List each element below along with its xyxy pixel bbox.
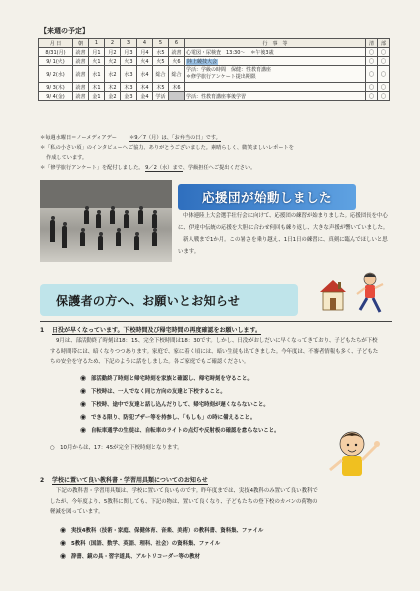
event-cell: [185, 57, 366, 66]
photo-figure: [138, 210, 143, 224]
photo-wall: [40, 180, 172, 208]
photo-figure: [152, 232, 157, 246]
cheer-title: 応援団が始動しました: [201, 190, 332, 205]
schedule-notes: [40, 133, 392, 173]
photo-figure: [96, 214, 101, 228]
schedule-header-cell: 3: [121, 39, 137, 48]
cheer-paragraph: 中体連陸上大会選手壮行会に向けて、応援団の練習が始まりました。応援団長を中心に、伊達中伝統の応援を大胆に合わせ何回も練り返し、大きな声援が響いていました。: [178, 213, 389, 231]
table-row: [39, 57, 390, 66]
house-icon: [318, 274, 348, 314]
list-item-text: 自転車通学の生徒は、自転車のライトの点灯や反射板の確認を怠らないこと。: [91, 427, 280, 434]
table-cell: 読書: [73, 92, 89, 101]
schedule-title: 【来週の予定】: [40, 27, 89, 35]
table-cell: 月4: [137, 48, 153, 57]
schedule-header-cell: 部: [378, 39, 390, 48]
section-textbooks: [40, 476, 392, 563]
table-cell: 火2: [105, 57, 121, 66]
cheer-paragraph: 新人戦まで1か月。この暑さを乗り越え、1日1日の練習に、真剣に臨んでほしいと思います。: [178, 237, 388, 255]
bullet-marker-icon: ◉: [60, 538, 67, 547]
list-item: [80, 411, 380, 424]
table-cell: 火5: [153, 57, 169, 66]
list-item-text: 辞書、鏡の具・習字道具、アルトリコーダー等の教材: [71, 553, 201, 560]
table-cell: 金3: [121, 92, 137, 101]
table-cell: 〇: [378, 66, 390, 83]
table-cell: 木3: [121, 83, 137, 92]
parents-title: 保護者の方へ、お願いとお知らせ: [56, 293, 241, 308]
list-item-text: 部活動終了時刻と帰宅時刻を家族と確認し、帰宅時刻を守ること。: [91, 375, 253, 382]
table-cell: 〇: [378, 57, 390, 66]
event-cell: [185, 48, 366, 57]
schedule-header-cell: 6: [169, 39, 185, 48]
section-divider: [40, 321, 392, 322]
list-item-text: 下校時、途中で友達と話し込んだりして、帰宅時刻が遅くならないこと。: [91, 401, 269, 408]
bullet-marker-icon: ◉: [60, 551, 67, 560]
table-cell: 水1: [89, 66, 105, 83]
table-cell: 水4: [137, 66, 153, 83]
table-cell: 総合: [169, 66, 185, 83]
table-row: [39, 92, 390, 101]
table-row: [39, 83, 390, 92]
section-heading: [40, 326, 392, 336]
schedule-table: [38, 38, 390, 101]
table-cell: 木4: [137, 83, 153, 92]
section-number: 1: [40, 327, 45, 334]
table-cell: 火4: [137, 57, 153, 66]
table-cell: 読書: [73, 66, 89, 83]
table-cell: 9/ 2(水): [39, 66, 73, 83]
note-survey-end: 、学級担任へご提出ください。: [182, 165, 256, 171]
bullet-marker-icon: ◉: [60, 525, 67, 534]
photo-figure: [124, 214, 129, 228]
table-cell: 9/ 3(木): [39, 83, 73, 92]
note-line: [40, 133, 392, 143]
table-cell: 読書: [73, 83, 89, 92]
section-body: 下記の教科書・学習用具類は、学校に置いて良いものです。昨年度までは、実技4教科のみ置いて良い教科でしたが、今年度より、5教科に関しても、下記の物は、置いて良くなり、子どもたちの登下校のカバンの荷物の軽減を図っています。: [50, 488, 318, 515]
note-deadline: 9／2（水）まで: [145, 165, 183, 171]
bullet-list: [60, 524, 360, 563]
table-cell: 〇: [378, 48, 390, 57]
list-item-text: 5教科（国語、数学、英語、理科、社会）の資料集、ファイル: [71, 540, 221, 547]
table-cell: 〇: [378, 83, 390, 92]
section-title: 学校に置いて良い教科書・学習用具類についてのお知らせ: [52, 477, 208, 484]
table-cell: 水5: [153, 48, 169, 57]
table-cell: 〇: [366, 83, 378, 92]
section-number: 2: [40, 477, 45, 484]
table-cell: 木6: [169, 83, 185, 92]
list-item: [60, 537, 360, 550]
section-title: 日没が早くなっています。下校時間及び帰宅時間の再度確認をお願いします。: [52, 327, 262, 334]
list-item-text: できる限り、防犯ブザー等を持参し、「もしも」の時に備えること。: [91, 414, 256, 421]
table-cell: 金1: [89, 92, 105, 101]
photo-figure: [116, 232, 121, 246]
schedule-header-cell: 清: [366, 39, 378, 48]
schedule-body: [39, 48, 390, 101]
table-cell: 9/ 4(金): [39, 92, 73, 101]
table-cell: 読書: [169, 48, 185, 57]
table-cell: 9/ 1(火): [39, 57, 73, 66]
schedule-header-cell: 月 日: [39, 39, 73, 48]
event-text: 学活：学級の時間 保健：性教育講座 ＊修学旅行アンケート提出期限: [186, 67, 272, 80]
table-cell: 木5: [153, 83, 169, 92]
event-highlight: 陸上競技大会: [187, 58, 218, 65]
table-cell: 月2: [105, 48, 121, 57]
note-line: ＊「私の小さい頃」のインタビューへご協力、ありがとうございました。素晴らしく、微笑ましいレポートを: [40, 145, 294, 151]
list-item: [80, 398, 380, 411]
table-cell: 木1: [89, 83, 105, 92]
photo-figure: [62, 226, 67, 248]
bullet-marker-icon: ◉: [80, 399, 87, 408]
photo-figure: [80, 232, 85, 246]
note-nomedia: ＊毎週水曜日＝ノーメディアデー: [40, 135, 117, 141]
table-cell: 読書: [73, 48, 89, 57]
table-cell: 〇: [366, 66, 378, 83]
event-text: 学活：性教育講座事後学習: [186, 93, 247, 100]
table-cell: 木2: [105, 83, 121, 92]
table-cell: 〇: [366, 57, 378, 66]
table-cell: 火6: [169, 57, 185, 66]
note-line: 作成しています。: [46, 155, 88, 161]
schedule-header-row: [39, 39, 390, 48]
schedule-header-cell: 行 事 等: [185, 39, 366, 48]
list-item-text: 下校時は、一人でなく同じ方向の友達と下校すること。: [91, 388, 226, 395]
bullet-marker-icon: ◉: [80, 412, 87, 421]
list-item: [80, 372, 380, 385]
table-cell: 月1: [89, 48, 105, 57]
table-cell: 水2: [105, 66, 121, 83]
photo-figure: [110, 210, 115, 224]
running-boy-icon: [352, 270, 386, 318]
bullet-marker-icon: ◉: [80, 425, 87, 434]
table-cell: 学活: [153, 92, 169, 101]
photo-figure: [152, 214, 157, 228]
schedule-header-cell: 5: [153, 39, 169, 48]
table-cell: 〇: [366, 92, 378, 101]
photo-figure: [84, 210, 89, 224]
schedule-header-cell: 4: [137, 39, 153, 48]
section-note-text: 10月からは、17：45が完全下校時刻となります。: [60, 444, 183, 451]
event-cell: [185, 66, 366, 83]
list-item: [60, 524, 360, 537]
schedule-header-cell: 2: [105, 39, 121, 48]
table-row: [39, 48, 390, 57]
event-text: 心電図・尿検査 13:30～ ＊午後3歳: [186, 49, 274, 56]
cheer-squad-photo: [40, 180, 172, 262]
table-row: [39, 66, 390, 83]
bullet-marker-icon: ◉: [80, 373, 87, 382]
table-cell: 金2: [105, 92, 121, 101]
list-item: [60, 550, 360, 563]
photo-figure: [134, 236, 139, 250]
table-cell: 月3: [121, 48, 137, 57]
table-cell: 〇: [366, 48, 378, 57]
event-cell: [185, 92, 366, 101]
table-cell: [169, 92, 185, 101]
cheer-title-banner: [178, 184, 356, 210]
table-cell: 水3: [121, 66, 137, 83]
note-survey: ＊「修学旅行アンケート」を配付しました。: [40, 165, 144, 171]
photo-figure: [98, 236, 103, 250]
boy-waving-icon: [322, 424, 384, 480]
table-cell: 8/31(月): [39, 48, 73, 57]
table-cell: 〇: [378, 92, 390, 101]
photo-figure: [50, 220, 55, 242]
note-lunch: ＊9／7（月）は、「お弁当の日」です。: [129, 135, 221, 141]
table-cell: 総合: [153, 66, 169, 83]
note-line: [40, 163, 392, 173]
table-cell: 火1: [89, 57, 105, 66]
bullet-marker-icon: ◉: [80, 386, 87, 395]
section-note: ○ 10月からは、17：45が完全下校時刻となります。: [50, 444, 183, 451]
schedule-header-cell: 朝: [73, 39, 89, 48]
table-cell: 金4: [137, 92, 153, 101]
list-item: [80, 385, 380, 398]
table-cell: 読書: [73, 57, 89, 66]
section-body: 9月は、部活動終了時刻は18：15、完全下校時間は18：30です。しかし、日没がおしだいに早くなってきており、子どもたちが下校する時間帯には、暗くなりつつあります。家庭で、家に着く頃には、暗い生徒も出てきました。今年度は、不審者情報も多く、子どもたちの安全を守るため、下記のように話をしました。各ご家庭でもご確認ください。: [50, 338, 379, 365]
parents-title-banner: [40, 284, 298, 316]
table-cell: 火3: [121, 57, 137, 66]
cheer-article: [178, 210, 390, 258]
schedule-header-cell: 1: [89, 39, 105, 48]
event-cell: [185, 83, 366, 92]
list-item-text: 実技4教科（技術・家庭、保健体育、音楽、美術）の教科書、資料集、ファイル: [71, 527, 264, 534]
